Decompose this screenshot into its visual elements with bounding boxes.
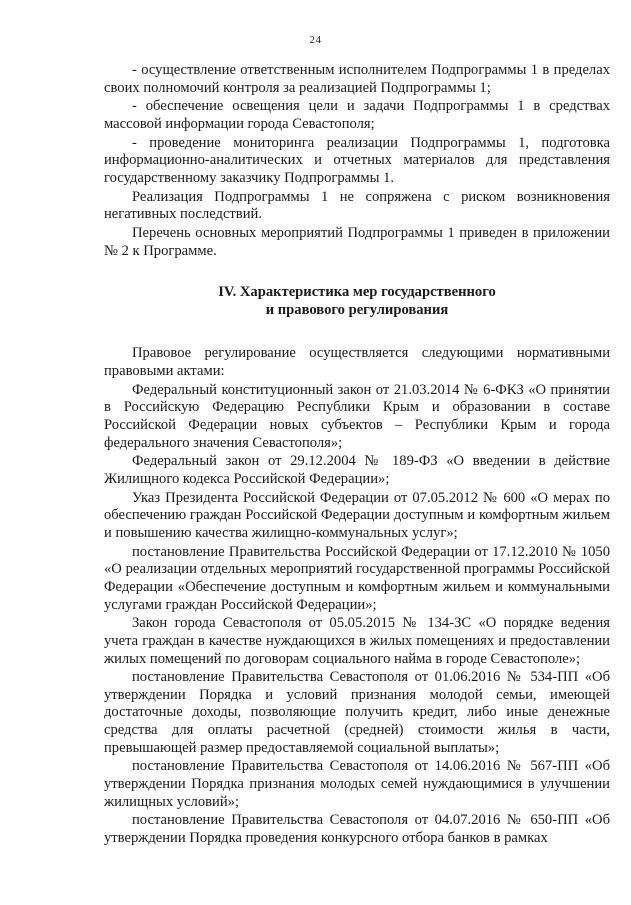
paragraph-decree-600: Указ Президента Российской Федерации от 07.05.2012 № 600 «О мерах по обеспечению граждан Российской Федерации доступным и комфортным жильем и повышению качества жилищно-коммунальных услуг»; — [104, 489, 610, 541]
paragraph-monitoring: - проведение мониторинга реализации Подпрограммы 1, подготовка информационно-аналитических и отчетных материалов для представления государственному заказчику Подпрограммы 1. — [104, 134, 610, 186]
paragraph-media-coverage: - обеспечение освещения цели и задачи Подпрограммы 1 в средствах массовой информации города Севастополя; — [104, 98, 610, 132]
section-heading-line-1: IV. Характеристика мер государственного — [218, 284, 496, 301]
paragraph-fkz-6: Федеральный конституционный закон от 21.03.2014 № 6-ФКЗ «О принятии в Российскую Федерацию Республики Крым и образовании в составе Российской Федерации новых субъектов – Республики Крым и города федерального значения Севастополя»; — [104, 381, 610, 451]
paragraph-resolution-567: постановление Правительства Севастополя от 14.06.2016 № 567-ПП «Об утверждении Порядка признания молодых семей нуждающимися в улучшении жилищных условий»; — [104, 758, 610, 810]
section-heading — [104, 284, 610, 319]
paragraph-resolution-1050: постановление Правительства Российской Федерации от 17.12.2010 № 1050 «О реализации отдельных мероприятий государственной программы Российской Федерации «Обеспечение доступным и комфортным жильем и коммунальными услугами граждан Российской Федерации»; — [104, 543, 610, 613]
paragraph-responsible-control: - осуществление ответственным исполнителем Подпрограммы 1 в пределах своих полномочий контроля за реализацией Подпрограммы 1; — [104, 62, 610, 96]
section-heading-line-2: и правового регулирования — [265, 301, 449, 318]
document-body — [104, 62, 610, 849]
paragraph-regulation-intro: Правовое регулирование осуществляется следующими нормативными правовыми актами: — [104, 345, 610, 380]
page-number: 24 — [309, 34, 322, 46]
paragraph-resolution-650: постановление Правительства Севастополя от 04.07.2016 № 650-ПП «Об утверждении Порядка проведения конкурсного отбора банков в рамках — [104, 812, 610, 846]
paragraph-activities-list: Перечень основных мероприятий Подпрограммы 1 приведен в приложении № 2 к Программе. — [104, 225, 610, 259]
paragraph-risk: Реализация Подпрограммы 1 не сопряжена с риском возникновения негативных последствий. — [104, 188, 610, 223]
paragraph-resolution-534: постановление Правительства Севастополя от 01.06.2016 № 534-ПП «Об утверждении Порядка и условий признания молодой семьи, имеющей достаточные доходы, позволяющие получить кредит, либо иные денежные средства для оплаты расчетной (средней) стоимости жилья в части, превышающей размер предоставляемой социальной выплаты»; — [104, 669, 610, 756]
paragraph-fz-189: Федеральный закон от 29.12.2004 № 189-ФЗ «О введении в действие Жилищного кодекса Российской Федерации»; — [104, 453, 610, 487]
paragraph-law-134-zs: Закон города Севастополя от 05.05.2015 № 134-ЗС «О порядке ведения учета граждан в качестве нуждающихся в жилых помещениях и предоставлении жилых помещений по договорам социального найма в городе Севастополе»; — [104, 615, 610, 667]
